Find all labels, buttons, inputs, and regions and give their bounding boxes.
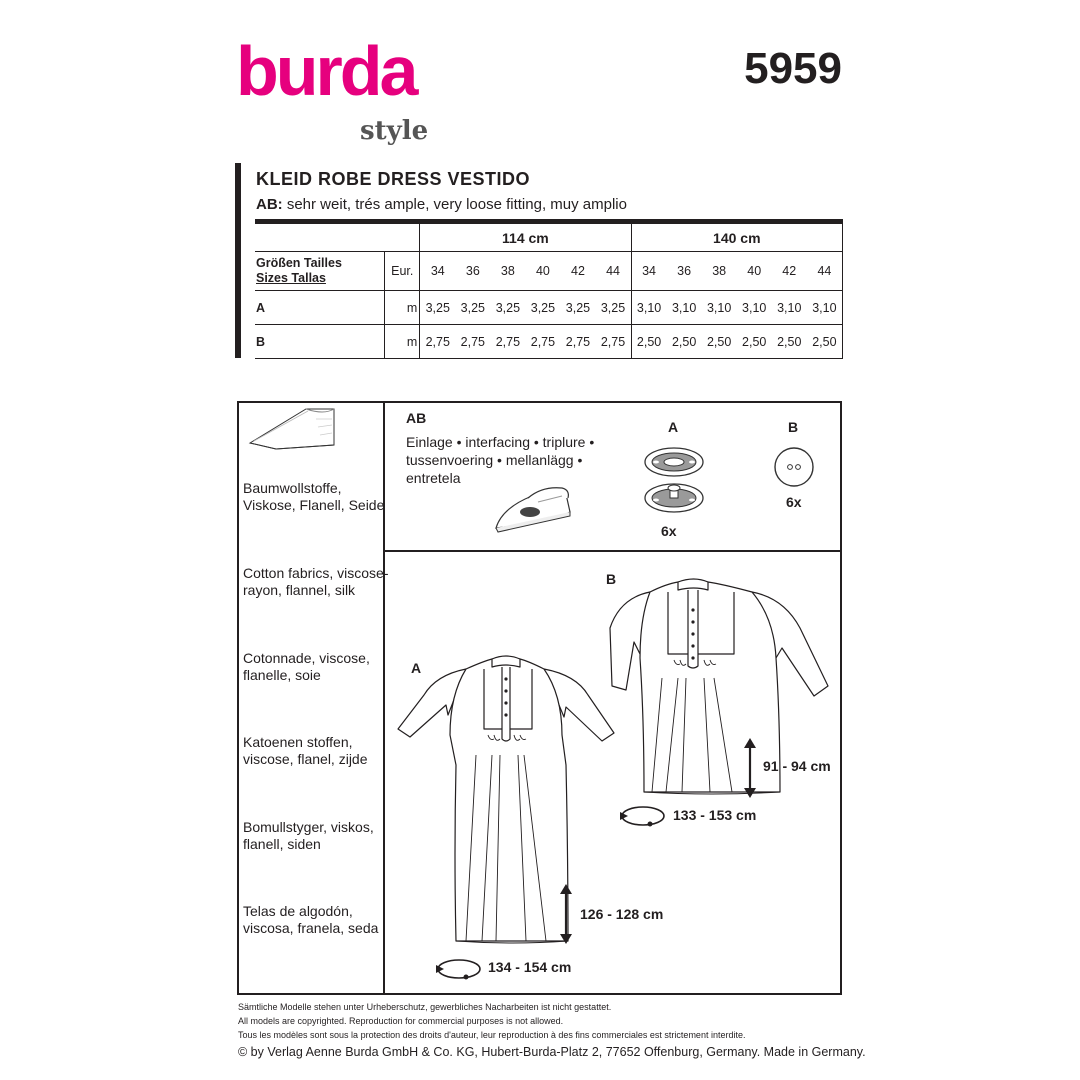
length-arrow-a [558, 884, 574, 944]
table-row-a [255, 291, 843, 325]
size-cell: 40 [737, 252, 772, 291]
yardage-cell: 2,75 [560, 325, 595, 359]
view-b-length: 91 - 94 cm [763, 758, 831, 774]
notions-views-label: AB [406, 410, 427, 426]
size-cell: 42 [772, 252, 807, 291]
yardage-cell: 3,10 [737, 291, 772, 325]
fabric-group-nl: Katoenen stoffen, viscose, flanel, zijde [243, 734, 368, 767]
yardage-cell: 2,50 [807, 325, 843, 359]
eur-label: Eur. [385, 252, 420, 291]
size-cell: 34 [631, 252, 667, 291]
yardage-cell: 2,50 [667, 325, 702, 359]
yardage-cell: 2,50 [772, 325, 807, 359]
brand-wordmark: burda [236, 32, 416, 110]
row-view-label: B [255, 325, 385, 359]
copyright-footer [238, 1000, 866, 1060]
yardage-cell: 3,25 [420, 291, 456, 325]
fabric-group-es: Telas de algodón, viscosa, franela, seda [243, 903, 379, 936]
size-cell: 34 [420, 252, 456, 291]
width-loop-icon-a [436, 957, 482, 981]
row-view-label: A [255, 291, 385, 325]
garment-title: KLEID ROBE DRESS VESTIDO [256, 169, 531, 189]
yardage-cell: 2,75 [596, 325, 632, 359]
view-b-label: B [606, 571, 617, 587]
fabric-group-de: Baumwollstoffe, Viskose, Flanell, Seide [243, 480, 385, 513]
width-140: 140 cm [631, 222, 842, 252]
size-cell: 38 [490, 252, 525, 291]
size-cell: 42 [560, 252, 595, 291]
size-cell: 36 [455, 252, 490, 291]
row-unit: m [385, 325, 420, 359]
width-loop-icon-b [620, 804, 666, 828]
subtitle-views: AB: [256, 196, 283, 213]
yardage-cell: 3,10 [667, 291, 702, 325]
yardage-cell: 3,10 [631, 291, 667, 325]
yardage-cell: 3,25 [596, 291, 632, 325]
fabric-requirements-table [255, 219, 843, 359]
yardage-cell: 3,25 [455, 291, 490, 325]
view-a-length: 126 - 128 cm [580, 906, 664, 922]
interfacing-text: Einlage • interfacing • triplure • tussenvoering • mellanlägg • entretela [406, 434, 595, 486]
publisher-line: © by Verlag Aenne Burda GmbH & Co. KG, Hubert-Burda-Platz 2, 77652 Offenburg, Germany. Made in Germany. [238, 1045, 866, 1059]
view-a-width: 134 - 154 cm [488, 959, 572, 975]
fabric-group-sv: Bomullstyger, viskos, flanell, siden [243, 819, 374, 852]
subtitle-description: sehr weit, trés ample, very loose fitting, muy amplio [282, 196, 627, 213]
table-sizes-row [255, 252, 843, 291]
size-cell: 38 [702, 252, 737, 291]
title-accent-bar [235, 163, 241, 358]
iron-icon [492, 482, 574, 534]
brand-logo [236, 32, 446, 146]
size-cell: 36 [667, 252, 702, 291]
sizes-label: Größen Tailles Sizes Tallas [255, 252, 385, 291]
yardage-cell: 3,25 [560, 291, 595, 325]
fabric-group-fr: Cotonnade, viscose, flanelle, soie [243, 650, 370, 683]
fabric-bolt-icon [246, 405, 341, 453]
yardage-cell: 3,10 [772, 291, 807, 325]
yardage-cell: 3,25 [490, 291, 525, 325]
copyright-en: All models are copyrighted. Reproduction for commercial purposes is not allowed. [238, 1016, 564, 1026]
yardage-cell: 2,75 [420, 325, 456, 359]
button-icon [773, 446, 815, 488]
view-a-label: A [411, 660, 422, 676]
yardage-cell: 2,75 [490, 325, 525, 359]
row-divider [384, 550, 842, 552]
garment-subtitle [256, 196, 627, 213]
table-width-row [255, 222, 843, 252]
snap-fastener-icon [642, 446, 706, 516]
yardage-cell: 3,10 [702, 291, 737, 325]
yardage-cell: 2,50 [631, 325, 667, 359]
notion-a-quantity: 6x [661, 523, 677, 539]
size-cell: 44 [807, 252, 843, 291]
yardage-cell: 2,50 [737, 325, 772, 359]
size-cell: 40 [525, 252, 560, 291]
yardage-cell: 2,50 [702, 325, 737, 359]
yardage-cell: 2,75 [455, 325, 490, 359]
row-unit: m [385, 291, 420, 325]
fabric-group-en: Cotton fabrics, viscose- rayon, flannel, silk [243, 565, 389, 598]
table-row-b [255, 325, 843, 359]
size-cell: 44 [596, 252, 632, 291]
length-arrow-b [742, 738, 758, 798]
copyright-fr: Tous les modèles sont sous la protection des droits d'auteur, leur reproduction à des fins commerciales est strictement interdite. [238, 1030, 746, 1040]
yardage-cell: 2,75 [525, 325, 560, 359]
notion-b-label: B [788, 419, 799, 435]
width-114: 114 cm [420, 222, 631, 252]
view-b-width: 133 - 153 cm [673, 807, 757, 823]
copyright-de: Sämtliche Modelle stehen unter Urheberschutz, gewerbliches Nacharbeiten ist nicht gestattet. [238, 1002, 612, 1012]
pattern-number: 5959 [744, 44, 842, 93]
yardage-cell: 3,10 [807, 291, 843, 325]
brand-sub-wordmark: style [360, 116, 429, 146]
notion-b-quantity: 6x [786, 494, 802, 510]
yardage-cell: 3,25 [525, 291, 560, 325]
notion-a-label: A [668, 419, 679, 435]
